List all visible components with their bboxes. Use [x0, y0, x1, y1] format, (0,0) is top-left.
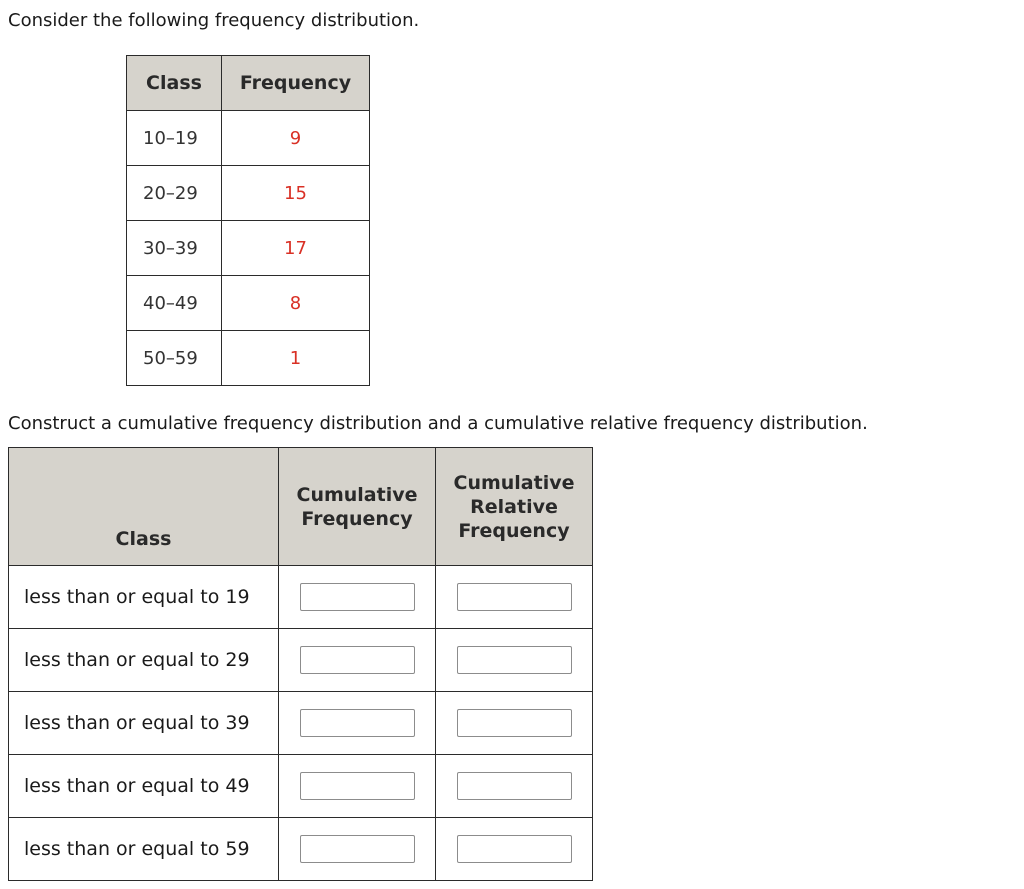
cumulative-relative-frequency-input[interactable]	[457, 772, 572, 800]
frequency-row	[127, 221, 370, 276]
class-cell: less than or equal to 39	[9, 692, 279, 755]
cumulative-frequency-input[interactable]	[300, 709, 415, 737]
frequency-cell: 17	[222, 221, 370, 276]
frequency-cell: 1	[222, 331, 370, 386]
cumulative-frequency-cell	[279, 629, 436, 692]
header-line: Frequency	[458, 519, 570, 542]
class-cell: 30–39	[127, 221, 222, 276]
class-column-header: Class	[127, 56, 222, 111]
cumulative-relative-frequency-input[interactable]	[457, 835, 572, 863]
frequency-cell: 9	[222, 111, 370, 166]
cumulative-frequency-cell	[279, 818, 436, 881]
cumulative-relative-frequency-header	[436, 448, 593, 566]
cumulative-row	[9, 755, 593, 818]
class-cell: less than or equal to 29	[9, 629, 279, 692]
cumulative-row	[9, 692, 593, 755]
class-cell: 40–49	[127, 276, 222, 331]
cumulative-frequency-cell	[279, 692, 436, 755]
class-cell: less than or equal to 59	[9, 818, 279, 881]
frequency-column-header: Frequency	[222, 56, 370, 111]
cumulative-frequency-input[interactable]	[300, 835, 415, 863]
cumulative-table-header-row	[9, 448, 593, 566]
frequency-row	[127, 166, 370, 221]
intro-text: Consider the following frequency distribution.	[8, 10, 420, 31]
frequency-row	[127, 276, 370, 331]
instruction-text: Construct a cumulative frequency distribution and a cumulative relative frequency distribution.	[8, 413, 868, 434]
class-cell: 50–59	[127, 331, 222, 386]
cumulative-frequency-cell	[279, 566, 436, 629]
class-cell: less than or equal to 49	[9, 755, 279, 818]
cumulative-table	[8, 447, 593, 881]
cumulative-relative-frequency-input[interactable]	[457, 583, 572, 611]
header-line: Cumulative	[453, 471, 575, 494]
cumulative-frequency-input[interactable]	[300, 646, 415, 674]
cumulative-relative-frequency-cell	[436, 692, 593, 755]
cumulative-row	[9, 629, 593, 692]
frequency-cell: 15	[222, 166, 370, 221]
frequency-table	[126, 55, 370, 386]
class-cell: less than or equal to 19	[9, 566, 279, 629]
cumulative-relative-frequency-cell	[436, 566, 593, 629]
cumulative-relative-frequency-cell	[436, 818, 593, 881]
cumulative-frequency-input[interactable]	[300, 772, 415, 800]
class-column-header: Class	[9, 448, 279, 566]
frequency-cell: 8	[222, 276, 370, 331]
header-line: Cumulative	[296, 483, 418, 506]
cumulative-row	[9, 818, 593, 881]
frequency-row	[127, 331, 370, 386]
header-line: Frequency	[301, 507, 413, 530]
cumulative-relative-frequency-cell	[436, 755, 593, 818]
cumulative-relative-frequency-input[interactable]	[457, 646, 572, 674]
class-cell: 10–19	[127, 111, 222, 166]
frequency-row	[127, 111, 370, 166]
cumulative-frequency-header	[279, 448, 436, 566]
cumulative-frequency-cell	[279, 755, 436, 818]
class-cell: 20–29	[127, 166, 222, 221]
frequency-table-header-row	[127, 56, 370, 111]
header-line: Relative	[470, 495, 558, 518]
cumulative-frequency-input[interactable]	[300, 583, 415, 611]
cumulative-relative-frequency-cell	[436, 629, 593, 692]
cumulative-relative-frequency-input[interactable]	[457, 709, 572, 737]
cumulative-row	[9, 566, 593, 629]
